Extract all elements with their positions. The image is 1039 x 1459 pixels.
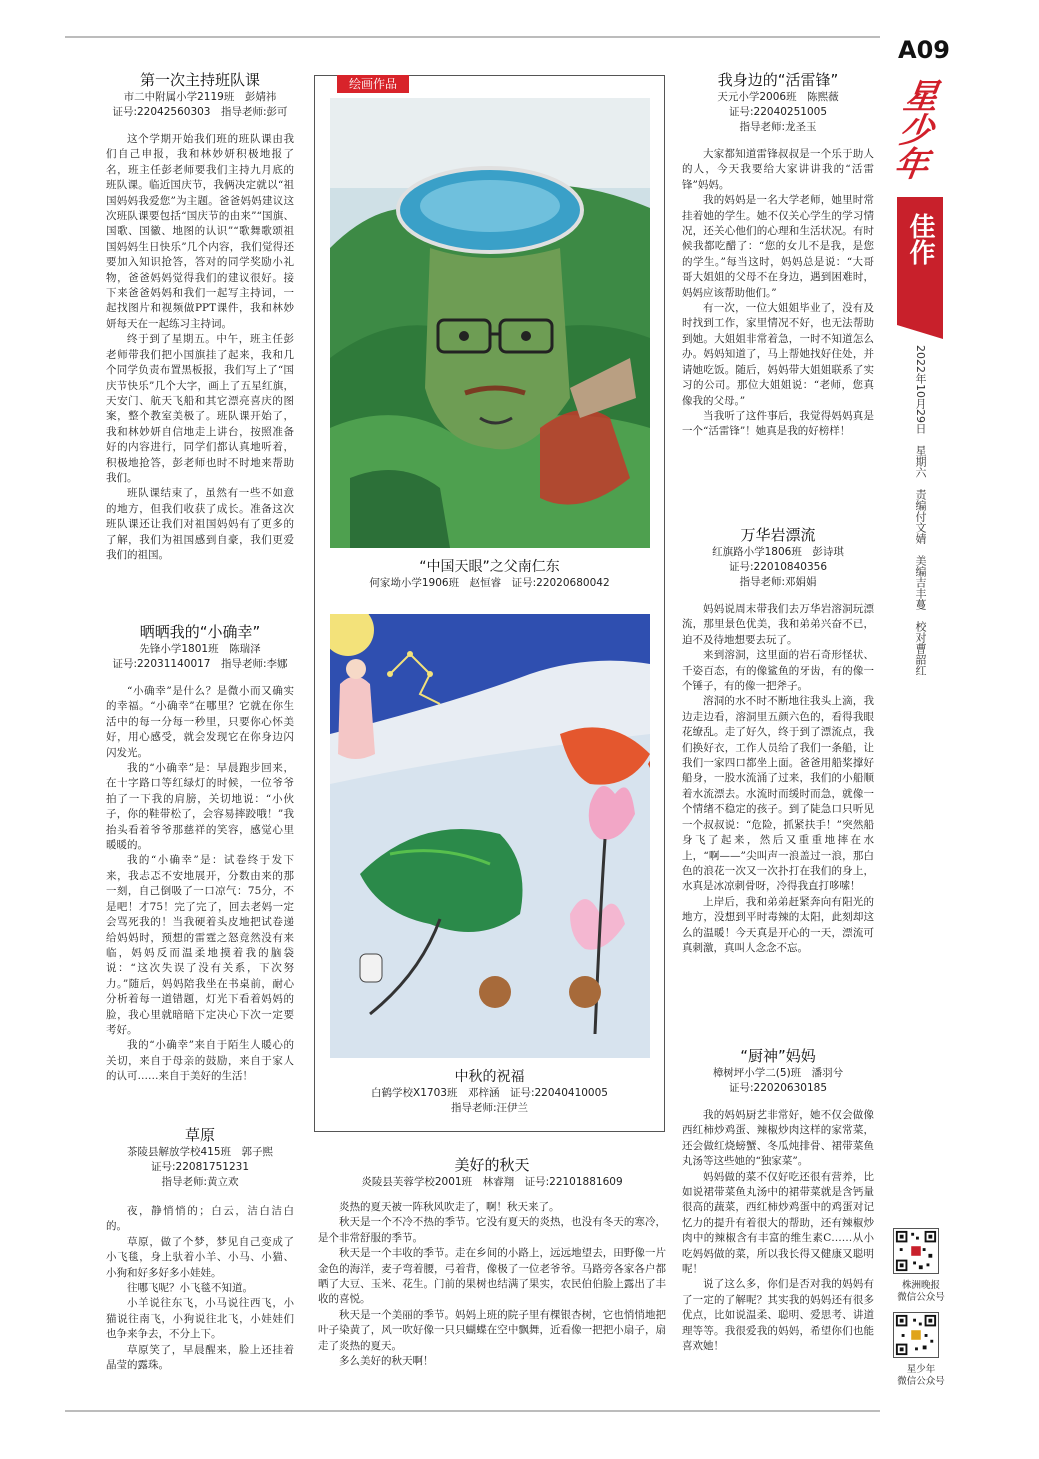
paragraph: 多么美好的秋天啊！ — [339, 1355, 434, 1368]
paragraph: 草原笑了，早晨醒来，脸上还挂着晶莹的露珠。 — [106, 1343, 294, 1372]
article-byline: 证号:22010840356 — [728, 561, 828, 573]
artwork-byline: 何家坳小学1906班 赵恒睿 证号:22020680042 — [369, 577, 610, 589]
paragraph: 秋天是一个丰收的季节。走在乡间的小路上，远远地望去，田野像一片金色的海洋，麦子弯着腰，弓着背，像极了一位老爷爷。马路旁各家各户都晒了大豆、玉米、花生。门前的果树也结满了果实，农民伯伯脸上露出了丰收的喜悦。 — [318, 1247, 666, 1306]
article-body — [676, 147, 880, 440]
brand-logo-text: 星少年 — [885, 78, 941, 180]
paragraph: 班队课结束了，虽然有一些不如意的地方，但我们收获了成长。准备这次班队课还让我们对祖国妈妈有了更多的了解，我们为祖国感到自豪，我们更爱我们的祖国。 — [106, 487, 294, 561]
article-body — [100, 132, 300, 563]
article-byline: 茶陵县解放学校415班 郭子熙 — [126, 1146, 274, 1158]
article-title: 草原 — [184, 1126, 215, 1144]
paragraph: 上岸后，我和弟弟赶紧奔向有阳光的地方，没想到平时毒辣的太阳，此刻却这么的温暖！今天真是开心的一天，漂流可真刺激，真叫人念念不忘。 — [682, 895, 874, 954]
paragraph: 秋天是一个美丽的季节。妈妈上班的院子里有棵银杏树，它也悄悄地把叶子染黄了，风一吹好像一只只蝴蝶在空中飘舞，近看像一把把小扇子，扇走了炎热的夏天。 — [318, 1308, 666, 1352]
paragraph: 炎热的夏天被一阵秋风吹走了，啊！秋天来了。 — [339, 1201, 560, 1213]
article-title: 万华岩漂流 — [740, 526, 816, 544]
article-body — [100, 684, 300, 1085]
section-label: 佳作 — [905, 213, 935, 265]
paragraph: 我的妈妈是一名大学老师，她里时常挂着她的学生。她不仅关心学生的学习情况，还关心他们的心理和生活状况。有时候我都吃醋了：“您的女儿不是我，是您的学生。”每当这时，妈妈总是说：“大哥哥大姐姐的父母不在身边，遇到困难时，妈妈应该帮助他们。” — [682, 194, 874, 299]
artwork-byline: 指导老师:汪伊兰 — [450, 1102, 529, 1114]
article-byline: 指导老师:黄立欢 — [161, 1176, 239, 1188]
artwork-tag: 绘画作品 — [337, 75, 409, 93]
artwork-byline: 白鹤学校X1703班 邓梓涵 证号:22040410005 — [371, 1087, 608, 1099]
paragraph: 夜，静悄悄的；白云，洁白洁白的。 — [106, 1205, 294, 1233]
article-byline: 红旗路小学1806班 彭诗琪 — [712, 546, 844, 558]
paragraph: 来到溶洞，这里面的岩石奇形怪状、千姿百态，有的像鲨鱼的牙齿，有的像一个锤子，有的像一把斧子。 — [682, 649, 874, 693]
page-number: A09 — [898, 36, 950, 64]
brand-logo — [885, 78, 945, 180]
article-happiness — [100, 622, 300, 1085]
paragraph: 有一次，一位大姐姐毕业了，没有及时找到工作，家里情况不好，也无法帮助到她。大姐姐非常着急，一时不知道怎么办。妈妈知道了，马上帮她找好住处，并请她吃饭。随后，妈妈带大姐姐联系了实习的公司。那位大姐姐说：“老师，您真像我的父母。” — [682, 302, 874, 407]
article-byline: 炎陵县芙蓉学校2001班 林睿翔 证号:22101881609 — [361, 1176, 623, 1188]
paragraph: 妈妈说周末带我们去万华岩溶洞玩漂流，那里景色优美，我和弟弟兴奋不已，迫不及待地想要去玩了。 — [682, 603, 874, 646]
article-rafting — [676, 525, 880, 956]
paragraph: 妈妈做的菜不仅好吃还很有营养，比如说裙带菜鱼丸汤中的裙带菜就是含钙量很高的蔬菜，西红柿炒鸡蛋中的鸡蛋对记忆力的提升有着很大的帮助，还有辣椒炒肉中的辣椒含有丰富的维生素C……从小吃妈妈做的菜，所以我长得又健康又聪明呢！ — [682, 1170, 874, 1276]
section-label-tail — [897, 325, 943, 339]
article-grassland — [100, 1125, 300, 1373]
article-title: 第一次主持班队课 — [139, 71, 260, 89]
article-hostclass — [100, 70, 300, 563]
article-byline: 证号:22020630185 — [728, 1082, 828, 1094]
paragraph: 我的“小确幸”来自于陌生人暖心的关切，来自于母亲的鼓励，来自于家人的认可……来自于美好的生活！ — [106, 1039, 294, 1083]
article-body — [312, 1200, 672, 1369]
paragraph: 终于到了星期五。中午，班主任彭老师带我们把小国旗挂了起来，我和几个同学负责布置黑板报，我们写上了“国庆节快乐”几个大字，画上了五星红旗，天安门、航天飞船和其它漂亮喜庆的图案，整个教室美极了。班队课开始了，我和林妙妍自信地走上讲台，按照准备好的内容进行，同学们都认真地听着，积极地抢答，彭老师也时不时地来帮助我们。 — [106, 333, 294, 484]
artwork-title: 中秋的祝福 — [454, 1069, 525, 1085]
article-byline: 市二中附属小学2119班 彭婧祎 — [123, 91, 277, 103]
article-byline: 指导老师:邓娟娟 — [739, 576, 817, 588]
qr-code-icon — [893, 1228, 939, 1274]
article-byline: 天元小学2006班 陈熙薇 — [717, 91, 839, 103]
article-title: 晒晒我的“小确幸” — [139, 623, 261, 641]
dateline: 2022年10月29日 星期六 责编付文婧 美编吉丰蔓 校对曹韶红 — [914, 345, 927, 676]
paragraph: 这个学期开始我们班的班队课由我们自己申报，我和林妙妍积极地报了名，班主任彭老师要我们主持九月底的班队课。临近国庆节，我俩决定就以“祖国妈妈我爱您”为主题。爸爸妈妈建议这次班队课要包括“国庆节的由来”“国旗、国歌、国徽、地图的认识”“歌舞歌颂祖国妈妈生日快乐”几个内容，我们觉得还要加入知识抢答，答对的同学奖励小礼物，爸爸妈妈觉得我们的建议很好。接下来爸爸妈妈和我们一起写主持词，一起找图片和视频做PPT课件，我和林妙妍每天在一起练习主持词。 — [106, 133, 294, 330]
article-byline: 证号:22042560303 指导老师:彭可 — [112, 106, 288, 118]
article-byline: 证号:22031140017 指导老师:李娜 — [112, 658, 288, 670]
article-autumn — [312, 1155, 672, 1369]
top-rule — [65, 36, 880, 38]
artwork-title: “中国天眼”之父南仁东 — [419, 559, 560, 575]
painting-mid-autumn — [330, 614, 650, 1058]
qr-caption-2: 星少年 微信公众号 — [897, 1364, 945, 1387]
paragraph: 溶洞的水不时不断地往我头上滴，我边走边看，溶洞里五颜六色的，看得我眼花缭乱。走了好久，终于到了漂流点，我们换好衣，工作人员给了我们一条船，让我们一家四口都坐上面。爸爸用船桨撑好船身，一股水流涌了过来，我们的小船顺着水流漂去。水流时而缓时而急，就像一个情绪不稳定的孩子。到了陡急口只听见一个叔叔说：“危险，抓紧扶手！”突然船身飞了起来，然后又重重地摔在水上，“啊——”尖叫声一浪盖过一浪，那白色的浪花一次又一次扑打在我们的身上，水真是冰凉刺骨呀，冷得我直打哆嗦！ — [682, 695, 874, 893]
paragraph: 小羊说往东飞，小马说往西飞，小猫说往南飞，小狗说往北飞，小娃娃们也争来争去，不分上下。 — [106, 1297, 294, 1341]
paragraph: 说了这么多，你们是否对我的妈妈有了一定的了解呢？其实我的妈妈还有很多优点，比如说温柔、聪明、爱思考、讲道理等等。我很爱我的妈妈，希望你们也能喜欢她！ — [682, 1278, 874, 1353]
qr-block-2 — [893, 1312, 949, 1388]
paragraph: 往哪飞呢？小飞毯不知道。 — [127, 1282, 253, 1295]
article-body — [676, 1108, 880, 1355]
bottom-rule — [65, 1410, 880, 1412]
article-chef — [676, 1046, 880, 1355]
article-leifeng — [676, 70, 880, 440]
paragraph: 草原，做了个梦，梦见自己变成了小飞毯，身上驮着小羊、小马、小猫、小狗和好多好多小娃娃。 — [106, 1235, 294, 1279]
article-title: 我身边的“活雷锋” — [717, 71, 839, 89]
paragraph: 我的妈妈厨艺非常好，她不仅会做像西红柿炒鸡蛋、辣椒炒肉这样的家常菜，还会做红烧螃蟹、冬瓜炖排骨、裙带菜鱼丸汤等这些她的“独家菜”。 — [682, 1109, 874, 1168]
qr-code-icon — [893, 1312, 939, 1358]
paragraph: 当我听了这件事后，我觉得妈妈真是一个“活雷锋”！她真是我的好榜样！ — [682, 409, 874, 438]
qr-caption-1: 株洲晚报 微信公众号 — [897, 1280, 945, 1303]
paragraph: 秋天是一个不冷不热的季节。它没有夏天的炎热，也没有冬天的寒冷，是个非常舒服的季节。 — [318, 1216, 666, 1244]
article-byline: 证号:22040251005 — [728, 106, 828, 118]
article-title: “厨神”妈妈 — [740, 1047, 816, 1065]
paragraph: 我的“小确幸”是：早晨跑步回来，在十字路口等红绿灯的时候，一位爷爷拍了一下我的肩膀，关切地说：“小伙子，你的鞋带松了，会容易摔跤哦！”我抬头看着爷爷那慈祥的笑容，感觉心里暖暖的。 — [106, 762, 294, 852]
article-title: 美好的秋天 — [454, 1156, 530, 1174]
paragraph: “小确幸”是什么？是微小而又确实的幸福。“小确幸”在哪里？它就在你生活中的每一分每一秒里，只要你心怀美好，用心感受，就会发现它在你身边闪闪发光。 — [106, 685, 294, 759]
paragraph: 大家都知道雷锋叔叔是一个乐于助人的人，今天我要给大家讲讲我的“活雷锋”妈妈。 — [682, 148, 874, 191]
article-body — [100, 1204, 300, 1373]
article-byline: 指导老师:龙圣玉 — [739, 121, 817, 133]
article-byline: 证号:22081751231 — [150, 1161, 250, 1173]
paragraph: 我的“小确幸”是：试卷终于发下来，我忐忑不安地展开，分数由来的那一刻，自己倒吸了一口凉气：75分，不是吧！才75！完了完了，回去老妈一定会骂死我的！当我硬着头皮地把试卷递给妈妈时，预想的雷霆之怒竟然没有来临，妈妈反而温柔地摸着我的脑袋说：“这次失误了没有关系，下次努力。”随后，妈妈陪我坐在书桌前，耐心分析着每一道错题，灯光下看着妈妈的脸，我心里就暗暗下定决心下次一定要考好。 — [106, 854, 294, 1036]
article-byline: 先锋小学1801班 陈瑞泽 — [139, 643, 261, 655]
article-byline: 樟树坪小学二(5)班 潘羽兮 — [712, 1067, 844, 1079]
section-label-box — [897, 197, 943, 325]
article-body — [676, 602, 880, 956]
qr-block-1 — [893, 1228, 949, 1304]
painting-nan-rendong — [330, 98, 650, 548]
